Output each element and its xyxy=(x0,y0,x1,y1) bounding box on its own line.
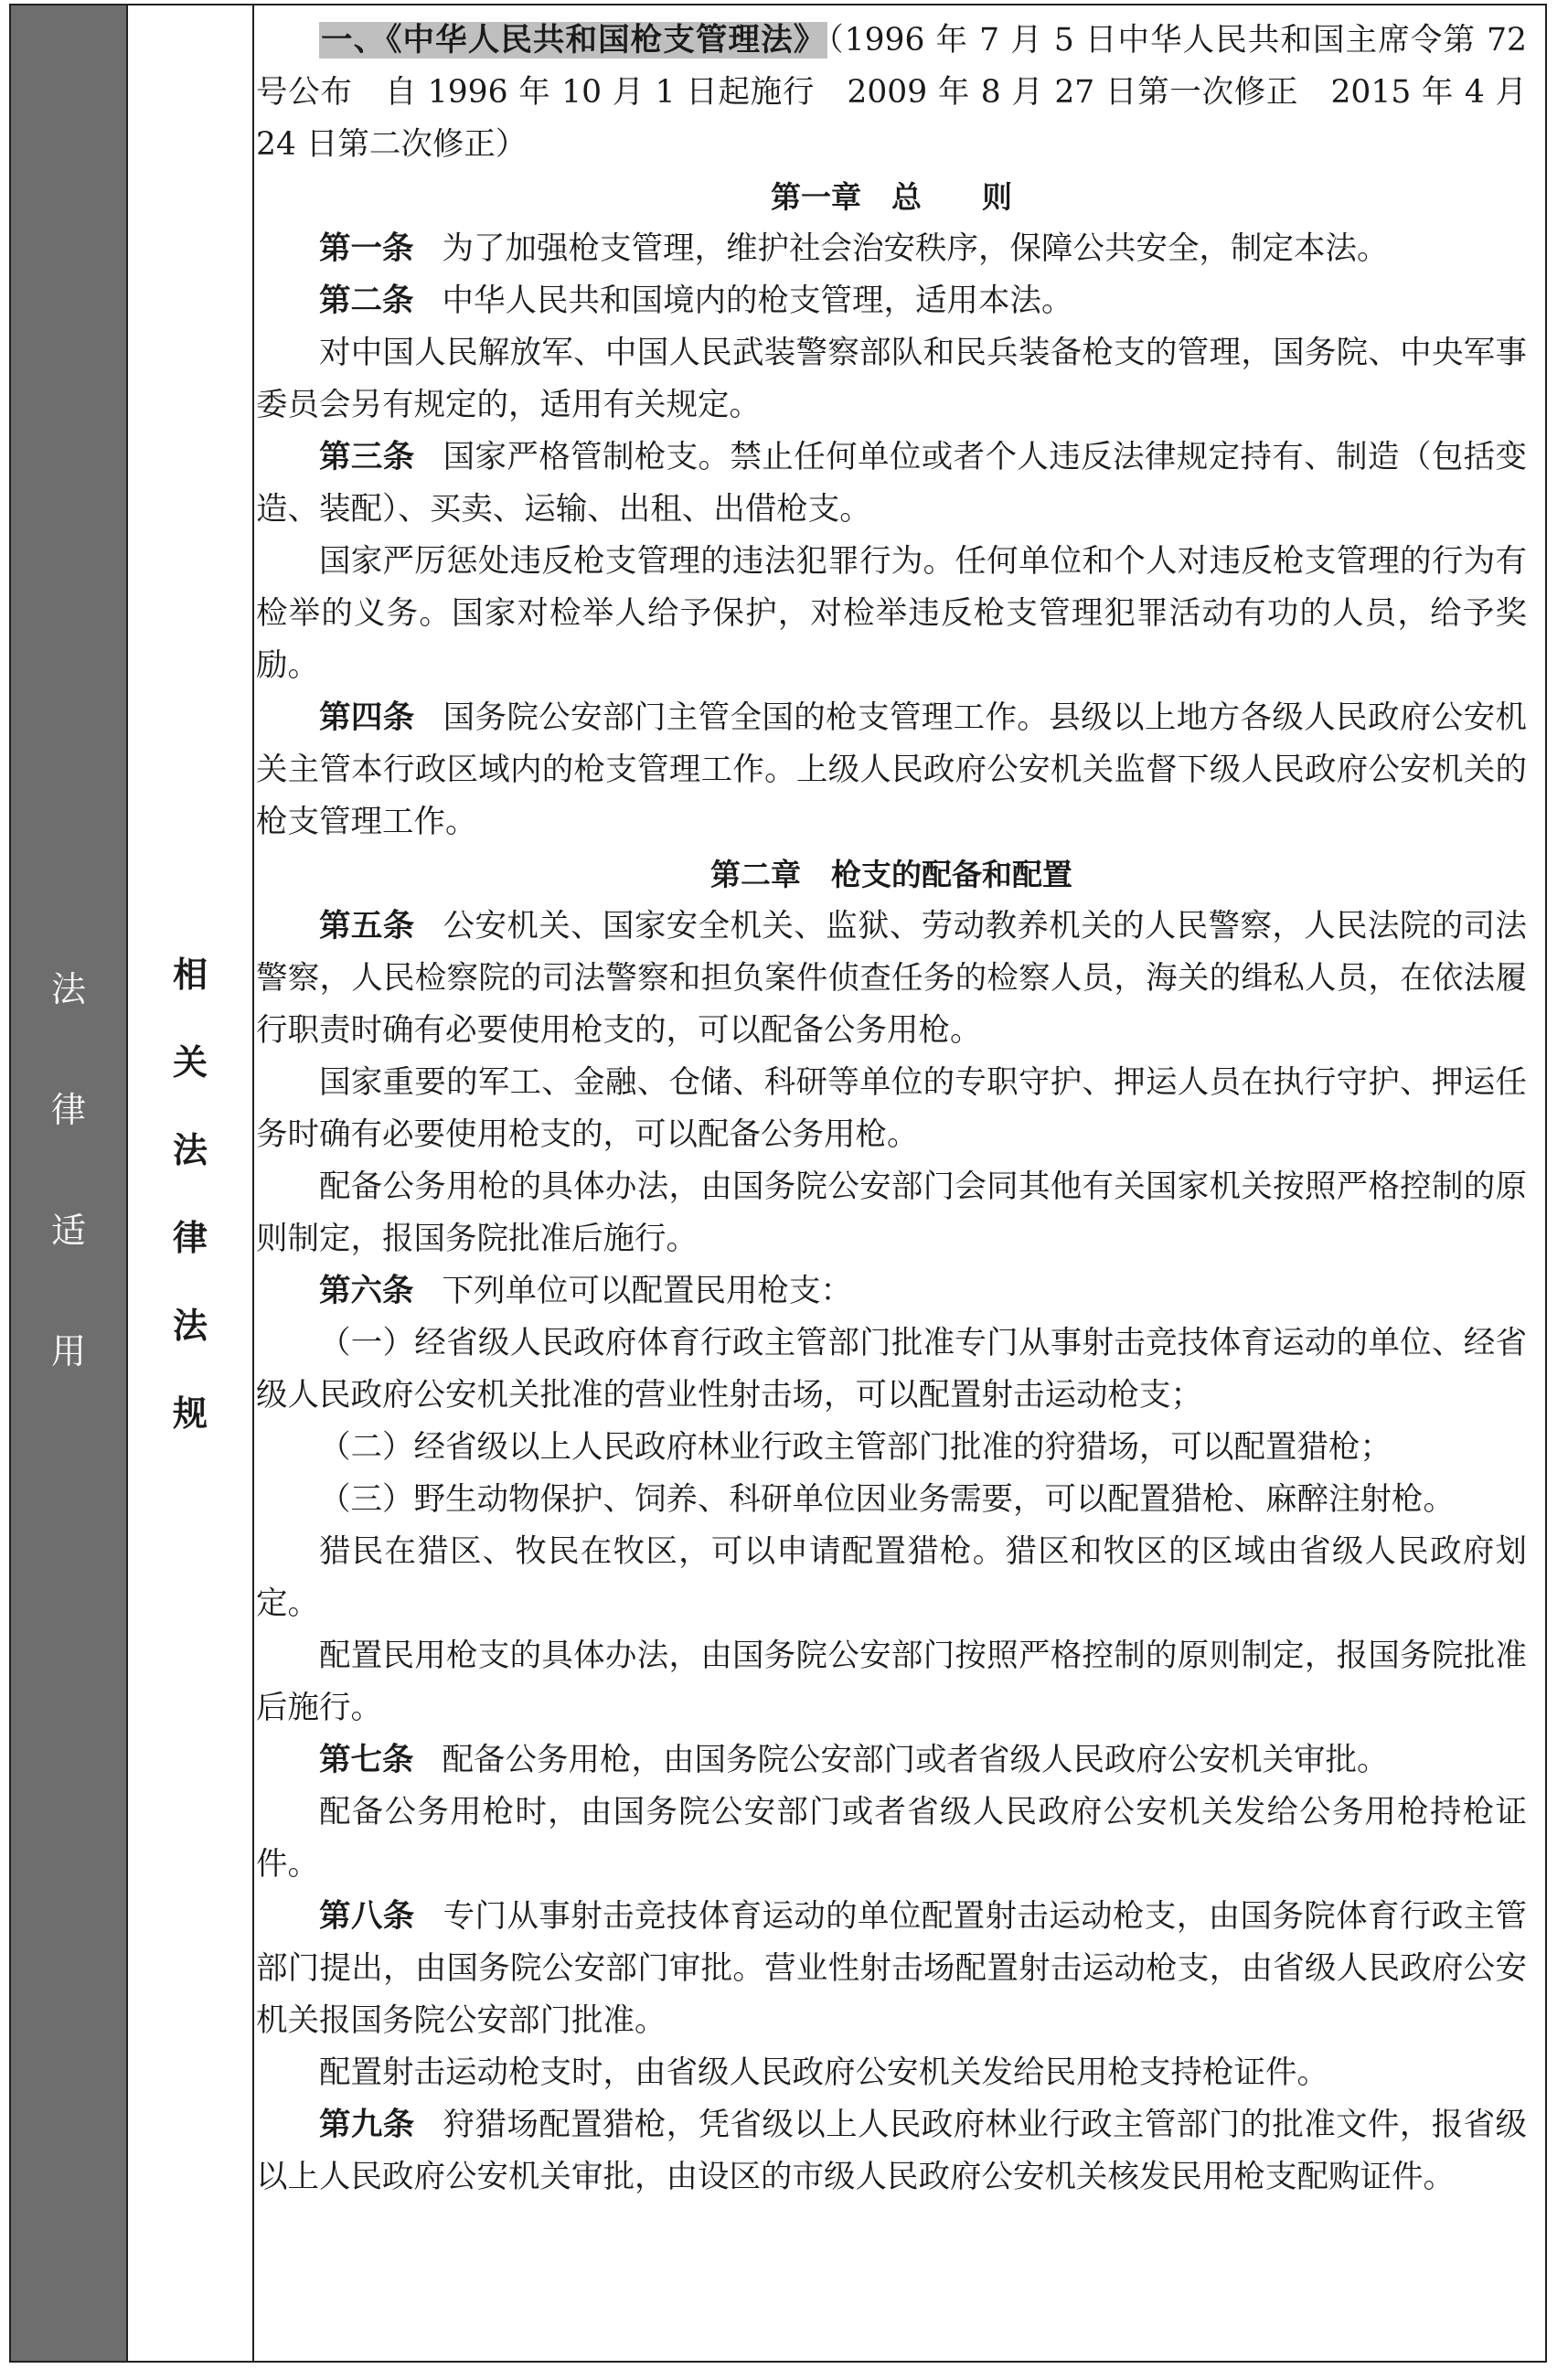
subcategory-column xyxy=(128,5,254,2361)
article-text: 狩猎场配置猎枪，凭省级以上人民政府林业行政主管部门的批准文件，报省级以上人民政府公安机关审批，由设区的市级人民政府公安机关核发民用枪支配购证件。 xyxy=(256,2107,1527,2195)
article-text: （三）野生动物保护、饲养、科研单位因业务需要，可以配置猎枪、麻醉注射枪。 xyxy=(319,1481,1455,1518)
article-paragraph xyxy=(256,223,1527,275)
law-title: 一、《中华人民共和国枪支管理法》 xyxy=(321,22,827,59)
article-paragraph xyxy=(256,1474,1527,1526)
article-paragraph xyxy=(256,432,1527,536)
article-text: 配备公务用枪，由国务院公安部门或者省级人民政府公安机关审批。 xyxy=(442,1742,1389,1778)
law-content xyxy=(256,15,1527,2204)
article-text: 配备公务用枪时，由国务院公安部门或者省级人民政府公安机关发给公务用枪持枪证件。 xyxy=(256,1794,1527,1883)
article-text: 配置民用枪支的具体办法，由国务院公安部门按照严格控制的原则制定，报国务院批准后施行。 xyxy=(256,1638,1527,1726)
article-number: 第二条 xyxy=(319,283,414,319)
article-paragraph xyxy=(256,1734,1527,1787)
article-paragraph xyxy=(256,275,1527,327)
article-paragraph xyxy=(256,1526,1527,1630)
article-number: 第九条 xyxy=(319,2107,415,2143)
article-paragraph xyxy=(256,1161,1527,1265)
article-text: 下列单位可以配置民用枪支： xyxy=(442,1273,853,1309)
article-paragraph xyxy=(256,536,1527,692)
article-paragraph xyxy=(256,1630,1527,1734)
article-number: 第八条 xyxy=(319,1898,415,1935)
article-number: 第六条 xyxy=(319,1273,414,1309)
article-text: （二）经省级以上人民政府林业行政主管部门批准的狩猎场，可以配置猎枪； xyxy=(319,1429,1392,1466)
article-text: 对中国人民解放军、中国人民武装警察部队和民兵装备枪支的管理，国务院、中央军事委员会另有规定的，适用有关规定。 xyxy=(256,335,1527,423)
category-label: 法 律 适 用 xyxy=(50,969,86,1371)
article-text: 配备公务用枪的具体办法，由国务院公安部门会同其他有关国家机关按照严格控制的原则制定，报国务院批准后施行。 xyxy=(256,1168,1527,1257)
article-paragraph xyxy=(256,1265,1527,1318)
article-number: 第五条 xyxy=(319,908,415,944)
article-paragraph xyxy=(256,1318,1527,1422)
article-text: 公安机关、国家安全机关、监狱、劳动教养机关的人民警察，人民法院的司法警察，人民检察院的司法警察和担负案件侦查任务的检察人员，海关的缉私人员，在依法履行职责时确有必要使用枪支的，可以配备公务用枪。 xyxy=(256,908,1527,1049)
chapter-heading: 第一章 总 则 xyxy=(771,179,1012,215)
article-paragraph xyxy=(256,1057,1527,1161)
law-header xyxy=(256,15,1527,171)
article-paragraph xyxy=(256,2099,1527,2204)
subcategory-label: 相 关 法 律 法 规 xyxy=(172,955,208,1434)
article-paragraph xyxy=(256,2047,1527,2099)
article-paragraph xyxy=(256,327,1527,432)
article-paragraph xyxy=(256,692,1527,848)
article-number: 第一条 xyxy=(319,230,414,267)
chapters xyxy=(256,171,1527,2204)
article-text: 国家严厉惩处违反枪支管理的违法犯罪行为。任何单位和个人对违反枪支管理的行为有检举的义务。国家对检举人给予保护，对检举违反枪支管理犯罪活动有功的人员，给予奖励。 xyxy=(256,543,1527,684)
article-text: 猎民在猎区、牧民在牧区，可以申请配置猎枪。猎区和牧区的区域由省级人民政府划定。 xyxy=(256,1533,1527,1622)
article-text: 为了加强枪支管理，维护社会治安秩序，保障公共安全，制定本法。 xyxy=(442,230,1389,267)
article-paragraph xyxy=(256,901,1527,1057)
article-paragraph xyxy=(256,1891,1527,2047)
category-column xyxy=(11,5,128,2361)
article-text: 配置射击运动枪支时，由省级人民政府公安机关发给民用枪支持枪证件。 xyxy=(319,2054,1328,2091)
article-text: 国务院公安部门主管全国的枪支管理工作。县级以上地方各级人民政府公安机关主管本行政区域内的枪支管理工作。上级人民政府公安机关监督下级人民政府公安机关的枪支管理工作。 xyxy=(256,699,1527,840)
article-text: 专门从事射击竞技体育运动的单位配置射击运动枪支，由国务院体育行政主管部门提出，由国务院公安部门审批。营业性射击场配置射击运动枪支，由省级人民政府公安机关报国务院公安部门批准。 xyxy=(256,1898,1527,2039)
article-number: 第三条 xyxy=(319,439,415,475)
article-number: 第七条 xyxy=(319,1742,414,1778)
article-paragraph xyxy=(256,1787,1527,1891)
law-meta: （1996 年 7 月 5 日中华人民共和国主席令第 72 号公布 自 1996 年 10 月 1 日起施行 2009 年 8 月 27 日第一次修正 2015 年 4 月 24 日第二次修正） xyxy=(256,22,1527,163)
article-text: 国家严格管制枪支。禁止任何单位或者个人违反法律规定持有、制造（包括变造、装配）、买卖、运输、出租、出借枪支。 xyxy=(256,439,1527,528)
chapter-heading: 第二章 枪支的配备和配置 xyxy=(710,857,1072,892)
article-text: （一）经省级人民政府体育行政主管部门批准专门从事射击竞技体育运动的单位、经省级人民政府公安机关批准的营业性射击场，可以配置射击运动枪支； xyxy=(256,1325,1527,1414)
article-paragraph xyxy=(256,1422,1527,1474)
article-text: 中华人民共和国境内的枪支管理，适用本法。 xyxy=(442,283,1073,319)
article-text: 国家重要的军工、金融、仓储、科研等单位的专职守护、押运人员在执行守护、押运任务时确有必要使用枪支的，可以配备公务用枪。 xyxy=(256,1064,1527,1153)
article-number: 第四条 xyxy=(319,699,415,736)
